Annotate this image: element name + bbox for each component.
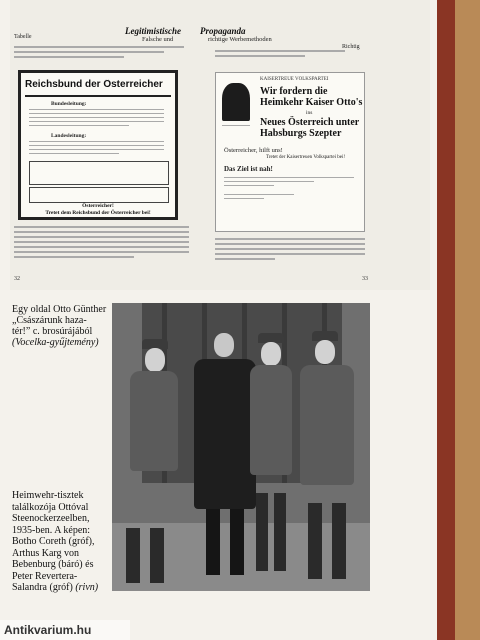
figure2-leg-right (230, 509, 244, 575)
text-lines-right-bottom (215, 238, 365, 263)
figure4-coat (300, 365, 354, 485)
figure3-leg-left (256, 493, 268, 571)
page-number-right: 33 (362, 276, 368, 282)
subtitle-right: richtige Werbemethoden (208, 36, 272, 43)
poster-right-line5: Habsburgs Szepter (260, 128, 342, 139)
figure1-coat (130, 371, 178, 471)
text-lines-right-top (215, 50, 345, 60)
caption-top-line1: Egy oldal Otto Günther (12, 304, 107, 315)
poster-right-line7: Tretet der Kaisertreuen Volkspartei bei! (266, 155, 346, 160)
caption-top (12, 304, 110, 348)
left-header: Tabelle (14, 34, 32, 40)
poster-reichsbund (18, 70, 178, 220)
caption-top-line4: (Vocelka-gyűjtemény) (12, 337, 99, 348)
figure3-coat (250, 365, 292, 475)
poster-left-title: Reichsbund der Österreicher (25, 79, 163, 90)
figure3-leg-right (274, 493, 286, 571)
poster-left-section2: Landesleitung: (51, 133, 87, 139)
poster-left-text2 (29, 141, 164, 157)
page-number-left: 32 (14, 276, 20, 282)
book-cover-edge (437, 0, 455, 640)
figure1-head (145, 348, 165, 372)
caption-bottom-source: (rivn) (75, 582, 99, 593)
poster-left-box2 (29, 187, 169, 203)
figure2-coat (194, 359, 256, 509)
poster-right-text-lines (224, 177, 354, 202)
caption-top-line3: tér!” c. brosúrájából (12, 326, 93, 337)
figure3-head (261, 342, 281, 366)
poster-right-line4: Neues Österreich unter (260, 117, 360, 128)
poster-left-section1: Bundesleitung: (51, 101, 87, 107)
figure4-head (315, 340, 335, 364)
caption-top-line2: „Császárunk haza- (12, 315, 87, 326)
poster-left-footer1: Österreicher! (82, 203, 114, 209)
poster-right-line1: Wir fordern die (260, 86, 328, 97)
figure4-leg-right (332, 503, 346, 579)
subtitle-left: Falsche und (142, 36, 174, 43)
poster-left-footer2: Tretet dem Reichsbund der Österreicher bei! (45, 210, 151, 216)
figure4-leg-left (308, 503, 322, 579)
figure2-head (214, 333, 234, 357)
text-lines-left-top (14, 46, 184, 61)
poster-right-line2: Heimkehr Kaiser Otto's (260, 97, 363, 108)
poster-right-line3: ins (306, 110, 313, 116)
poster-right-line8: Das Ziel ist nah! (224, 165, 273, 173)
right-header: Richtig (342, 44, 360, 50)
figure1-leg-right (150, 528, 164, 583)
caption-bottom (12, 490, 110, 594)
reproduced-spread (10, 0, 430, 290)
poster-left-text1 (29, 109, 164, 129)
background-surface (455, 0, 480, 640)
figure2-leg-left (206, 509, 220, 575)
text-lines-left-bottom (14, 226, 189, 261)
title-right: Propaganda (200, 26, 246, 36)
figure1-leg-left (126, 528, 140, 583)
historical-photo (112, 303, 370, 591)
title-left: Legitimistische (125, 26, 181, 36)
otto-portrait (222, 83, 250, 121)
poster-right-line6: Österreicher, hilft uns! (224, 147, 283, 154)
watermark-logo: Antikvarium.hu (0, 620, 130, 640)
poster-left-box1 (29, 161, 169, 185)
portrait-caption-lines (222, 125, 250, 129)
caption-bottom-text: Heimwehr-tisztek találkozója Ottóval Steenockerzeelben, 1935-ben. A képen: Botho Coreth (gróf), Arthus Karg von Bebenburg (báró) és Peter Revertera-Salandra (gróf) (12, 490, 95, 593)
poster-right-header: KAISERTREUE VOLKSPARTEI (260, 77, 329, 82)
poster-kaisertreue (215, 72, 365, 232)
